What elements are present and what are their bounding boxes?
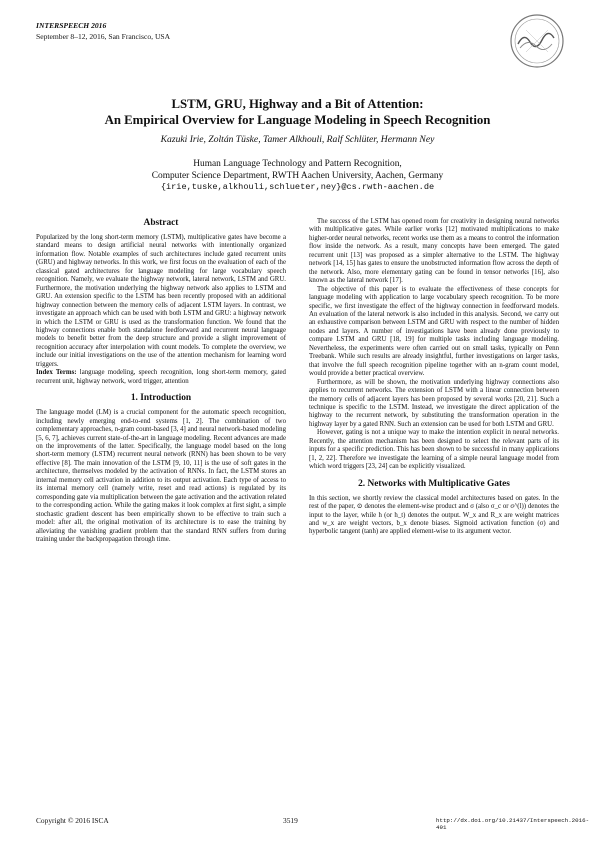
introduction-paragraph: The language model (LM) is a crucial component for the automatic speech recognition, including newly emerging end-to-end systems [1, 2]. The combination of two complementary approaches, n-gram count-based [3, 4] and neural network-based modeling [5, 6, 7], achieves current state-of-the-art in language modeling. Recent advances are made on the improvements of the latter. Specifically, the language model based on the long short-term memory (LSTM) recurrent neural network (RNN) has been shown to be very effective [8]. The main innovation of the LSTM [9, 10, 11] is the use of soft gates in the architecture, themselves modeled by the activation of RNNs. In fact, the LSTM stores an internal memory cell activation in addition to its output activation. Each type of access to its internal memory cell (namely write, reset and read actions) is regulated by its corresponding gate via multiplication between the gate activation and the activation related to the corresponding action. While the gating makes it look complex at first sight, a simple stochastic gradient descent has been empirically shown to be effective to train such a model: after all, the original motivation of its architecture is to ease the training by alleviating the vanishing gradient problem that the standard RNN suffers from during training under the backpropagation through time. [36, 409, 286, 543]
abstract-text: Popularized by the long short-term memory (LSTM), multiplicative gates have become a standard means to design artificial neural networks with intentionally organized information flow. Notable examples of such architectures include gated recurrent units (GRU) and highway networks. In this work, we first focus on the evaluation of each of the classical gated architectures for language modeling for large vocabulary speech recognition. Namely, we evaluate the highway network, lateral network, LSTM and GRU. Furthermore, the motivation underlying the highway network also applies to LSTM and GRU. An extension specific to the LSTM has been recently proposed with an additional highway connection between the memory cells of adjacent LSTM layers. In contrast, we investigate an approach which can be used with both LSTM and GRU: a highway network in which the LSTM or GRU is used as the transformation function. We found that the highway connections enable both standalone feedforward and recurrent neural language models to benefit better from the deep structure and provide a slight improvement of recognition accuracy after interpolation with count models. To complete the overview, we include our initial investigations on the use of the attention mechanism for learning word triggers. [36, 234, 286, 368]
conference-header [36, 20, 170, 42]
conference-name: INTERSPEECH 2016 [36, 21, 107, 30]
title-line-2: An Empirical Overview for Language Modeling in Speech Recognition [104, 112, 491, 127]
index-terms-label: Index Terms: [36, 369, 77, 377]
section-2-paragraph: In this section, we shortly review the classical model architectures based on gates. In the rest of the paper, ⊙ denotes the element-wise product and σ (also σ_c or σ^(l)) denotes the input to the layer, while h (or h_t) denotes the output. W_x and R_x are weight matrices and w_x are weight vectors, b_x denote biases. Sigmoid activation function (σ) and hyperbolic tangent (tanh) are applied element-wise to its argument vector. [309, 494, 559, 536]
abstract-heading: Abstract [143, 218, 179, 228]
author-emails: {irie,tuske,alkhouli,schlueter,ney}@cs.rwth-aachen.de [160, 182, 435, 192]
right-paragraph-2: The objective of this paper is to evaluate the effectiveness of these concepts for language modeling with application to large vocabulary speech recognition. To be more specific, we first investigate the effect of the highway connection in feedforward models. An evaluation of the lateral network is also included in this analysis. Second, we carry out an exhaustive comparison between LSTM and GRU with respect to the number of hidden nodes and layers. A number of investigations have been already done previously to compare LSTM and GRU [18, 19] for multiple tasks including language modeling. Nevertheless, the experiments were often carried out on small tasks, typically on Penn Treebank. While such results are already insightful, further investigations on larger tasks, that involve the full speech recognition pipeline together with an n-gram count model, would provide a better practical overview. [309, 285, 559, 378]
affiliation-line-2: Computer Science Department, RWTH Aachen University, Aachen, Germany [151, 170, 444, 181]
right-paragraph-3: Furthermore, as will be shown, the motivation underlying highway connections also applies to recurrent networks. The extension of LSTM with a linear connection between the memory cells of adjacent layers has been proposed by several works [20, 21]. Such a technique is specific to the LSTM. Instead, we investigate the direct application of the highway to the recurrent network, by substituting the transformation operation in the highway layer by a gated RNN. Such an extension can be used for both LSTM and GRU. [309, 378, 559, 428]
affiliation [36, 159, 559, 194]
right-paragraph-4: However, gating is not a unique way to make the intention explicit in neural networks. Recently, the attention mechanism has been designed to select the relevant parts of its inputs for a specific prediction. This has been shown to be successful in many applications [1, 2, 22]. Therefore we investigate the learning of a simple neural language model from which word triggers [23, 24] can be explicitly visualized. [309, 429, 559, 471]
right-paragraph-1: The success of the LSTM has opened room for creativity in designing neural networks with multiplicative gates. While earlier works [12] motivated multiplications to make higher-order neural networks, recent works use them as a means to control the information flow inside the network. As a result, many concepts have been emerged. The gated recurrent unit [13] was proposed as a simpler alternative to the LSTM. The highway network [14, 15] has gates to ensure the unobstructed information flow across the depth of the network. Also, more elementary gating can be found in tensor networks [16], also known as the lateral network [17]. [309, 218, 559, 285]
doi-link[interactable]: http://dx.doi.org/10.21437/Interspeech.2016-491 [436, 817, 590, 831]
copyright-notice: Copyright © 2016 ISCA [36, 816, 109, 825]
index-terms-text: language modeling, speech recognition, long short-term memory, gated recurrent unit, highway network, word trigger, attention [36, 369, 286, 385]
affiliation-line-1: Human Language Technology and Pattern Recognition, [193, 159, 402, 169]
right-column [309, 218, 559, 537]
paper-title [36, 97, 559, 128]
title-line-1: LSTM, GRU, Highway and a Bit of Attention: [171, 97, 424, 111]
index-terms [36, 369, 286, 386]
page-number: 3519 [283, 816, 298, 825]
conference-logo-icon [508, 12, 566, 70]
section-2-heading: 2. Networks with Multiplicative Gates [358, 478, 510, 489]
introduction-heading: 1. Introduction [130, 393, 192, 404]
author-list: Kazuki Irie, Zoltán Tüske, Tamer Alkhouli, Ralf Schlüter, Hermann Ney [160, 134, 435, 145]
left-column [36, 218, 286, 544]
conference-dates: September 8–12, 2016, San Francisco, USA [36, 32, 171, 41]
